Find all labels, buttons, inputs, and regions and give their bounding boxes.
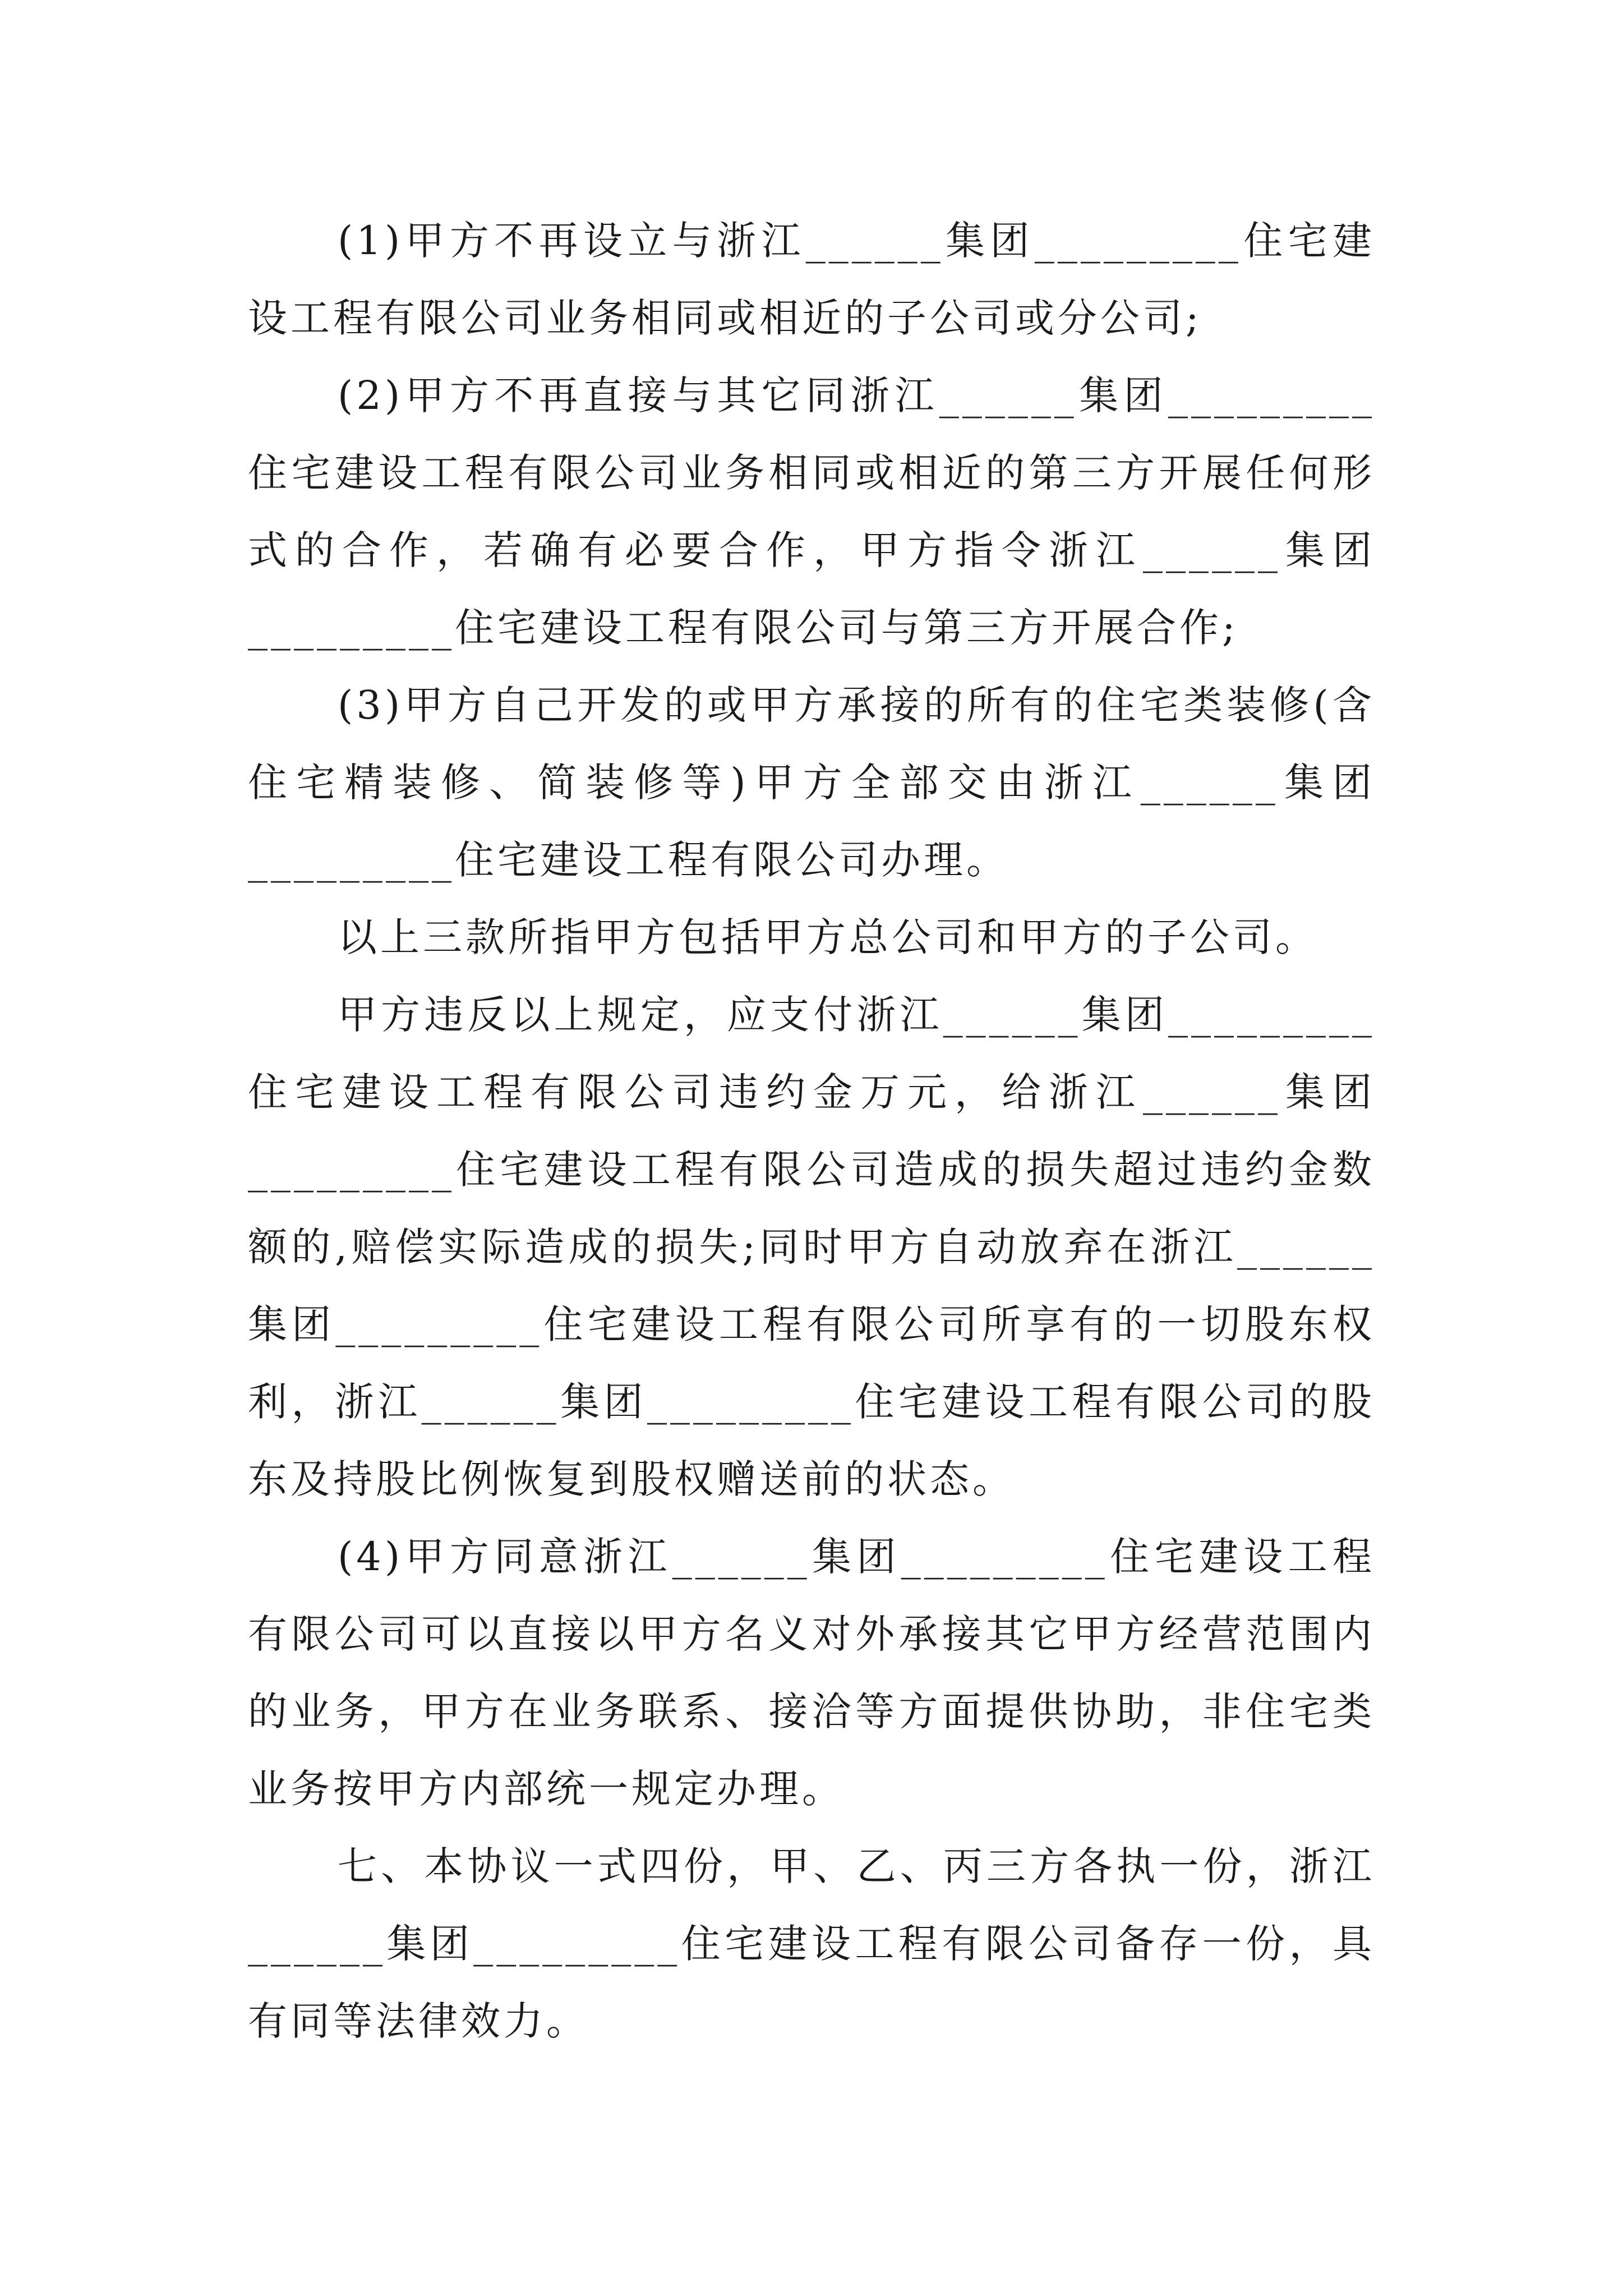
scope-note: 以上三款所指甲方包括甲方总公司和甲方的子公司。 <box>338 914 1318 960</box>
clause-3: (3)甲方自己开发的或甲方承接的所有的住宅类装修(含住宅精装修、简装修等)甲方全部交由浙江______集团_________住宅建设工程有限公司办理。 <box>248 682 1375 883</box>
article-7: 七、本协议一式四份，甲、乙、丙三方各执一份，浙江______集团_________住宅建设工程有限公司备存一份，具有同等法律效力。 <box>248 1843 1375 2044</box>
document-body <box>248 202 1375 2060</box>
clause-2: (2)甲方不再直接与其它同浙江______集团_________住宅建设工程有限公司业务相同或相近的第三方开展任何形式的合作，若确有必要合作，甲方指令浙江______集团_________住宅建设工程有限公司与第三方开展合作; <box>248 372 1375 651</box>
clause-1: (1)甲方不再设立与浙江______集团_________住宅建设工程有限公司业务相同或相近的子公司或分公司; <box>248 218 1375 341</box>
breach-clause: 甲方违反以上规定，应支付浙江______集团_________住宅建设工程有限公司违约金万元，给浙江______集团_________住宅建设工程有限公司造成的损失超过违约金数额的,赔偿实际造成的损失;同时甲方自动放弃在浙江______集团_________住宅建设工程有限公司所享有的一切股东权利，浙江______集团_________住宅建设工程有限公司的股东及持股比例恢复到股权赠送前的状态。 <box>248 992 1375 1502</box>
clause-4: (4)甲方同意浙江______集团_________住宅建设工程有限公司可以直接以甲方名义对外承接其它甲方经营范围内的业务，甲方在业务联系、接洽等方面提供协助，非住宅类业务按甲方内部统一规定办理。 <box>248 1534 1375 1812</box>
